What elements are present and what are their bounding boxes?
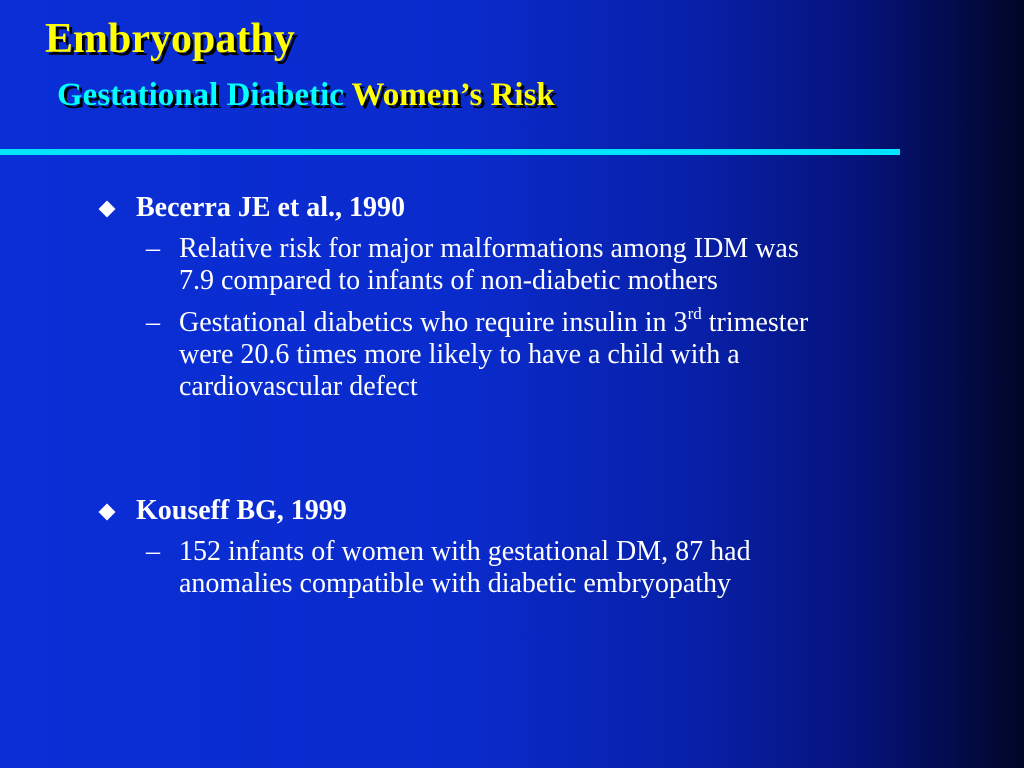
sub-bullet-152-infants bbox=[146, 536, 966, 600]
sub-bullet-gestational-diabetics bbox=[146, 304, 966, 403]
bullet-heading-becerra: Becerra JE et al., 1990 bbox=[136, 192, 406, 223]
slide-subtitle bbox=[57, 76, 555, 116]
title-divider bbox=[0, 149, 900, 155]
line-text-before-superscript: Gestational diabetics who require insulin in 3 bbox=[179, 307, 688, 338]
sub-bullet-line: Relative risk for major malformations among IDM was bbox=[179, 233, 799, 264]
slide-title: Embryopathy bbox=[45, 16, 295, 62]
sub-bullet-line: 152 infants of women with gestational DM, 87 had bbox=[179, 536, 751, 567]
dash-marker: – bbox=[146, 307, 160, 338]
sub-bullet-line: were 20.6 times more likely to have a child with a bbox=[179, 339, 740, 370]
ordinal-superscript: rd bbox=[687, 304, 702, 323]
subtitle-part-gestational-diabetic: Gestational Diabetic bbox=[57, 77, 352, 113]
bullet-heading-kouseff: Kouseff BG, 1999 bbox=[136, 495, 347, 526]
diamond-bullet-icon bbox=[99, 504, 116, 521]
sub-bullet-line: anomalies compatible with diabetic embryopathy bbox=[179, 568, 732, 599]
subtitle-part-womens-risk: Women’s Risk bbox=[351, 77, 555, 113]
sub-bullet-line: 7.9 compared to infants of non-diabetic mothers bbox=[179, 265, 718, 296]
line-text-after-superscript: trimester bbox=[701, 307, 809, 338]
sub-bullet-line bbox=[146, 304, 966, 339]
dash-marker: – bbox=[146, 233, 160, 264]
sub-bullet-relative-risk bbox=[146, 233, 966, 297]
diamond-bullet-icon bbox=[99, 201, 116, 218]
sub-bullet-line: cardiovascular defect bbox=[179, 371, 418, 402]
dash-marker: – bbox=[146, 536, 160, 567]
